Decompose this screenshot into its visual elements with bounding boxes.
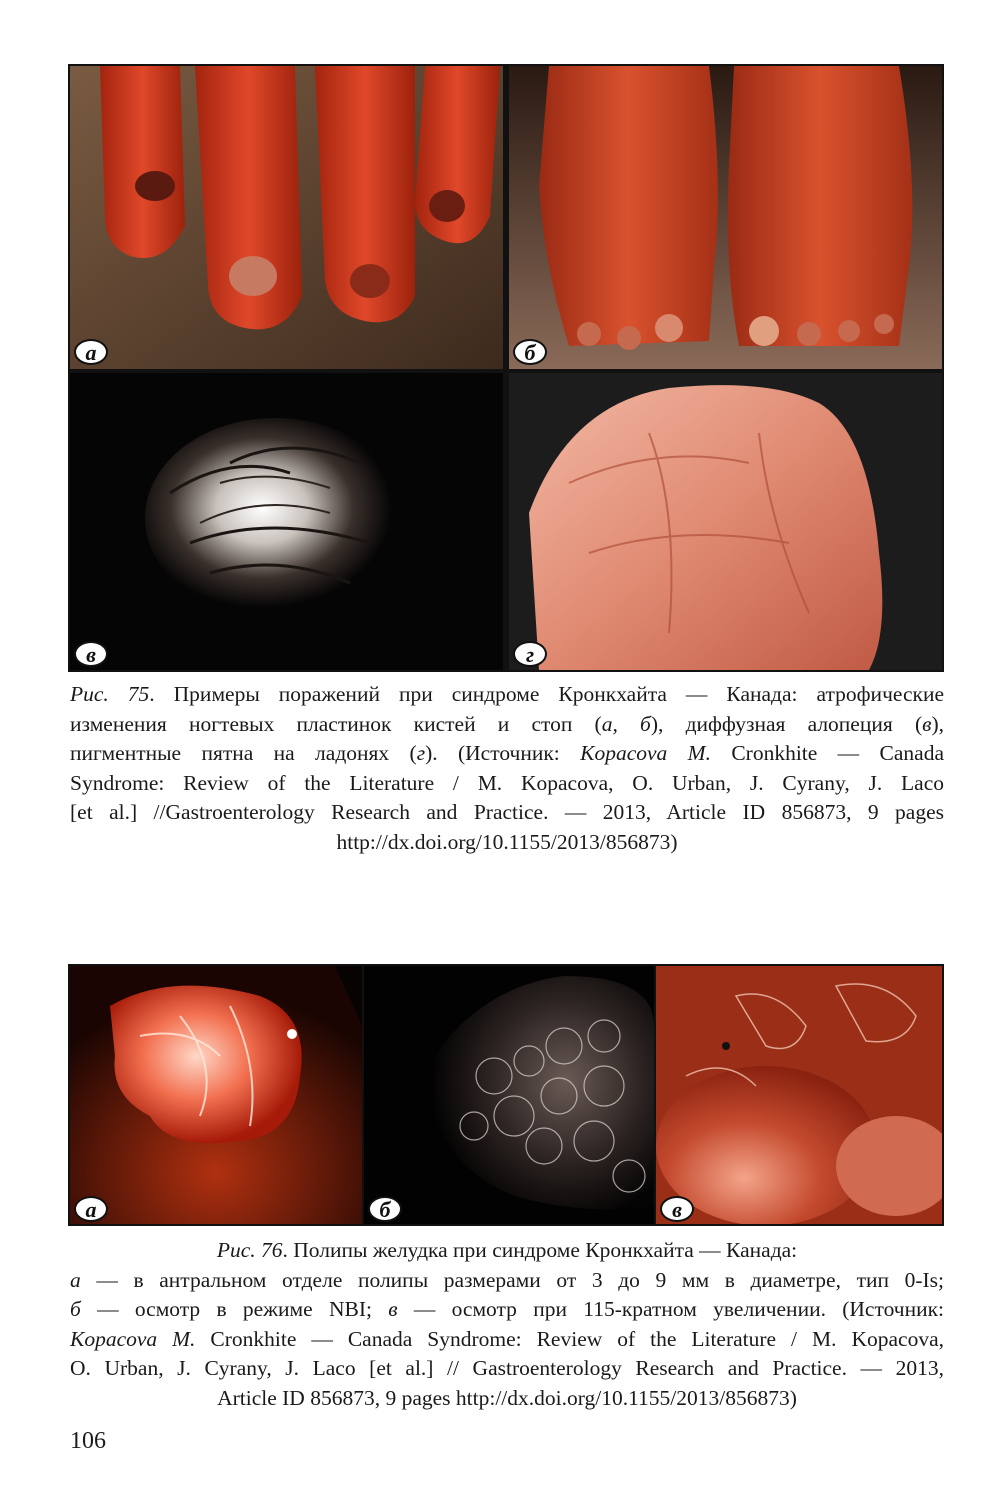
figure-76-panel-b-image [364,966,654,1224]
figure-76-caption [70,1236,944,1413]
caption-text: изменения ногтевых пластинок кистей и стоп ( [70,711,602,736]
caption-text: ), диффузная алопеция ( [650,711,923,736]
caption-text: — в антральном отделе полипы размерами от 3 до 9 мм в диаметре, тип 0-Is; [80,1267,944,1292]
page-number: 106 [70,1428,106,1454]
caption-text: — осмотр при 115-кратном увеличении. (Источник: [397,1297,945,1321]
caption-text: ). (Источник: [425,741,581,765]
panel-label-badge: в [74,641,108,667]
caption-line: . Полипы желудка при синдроме Кронкхайта — Канада: [282,1238,798,1262]
figure-75-panel-c-image [70,373,503,670]
caption-line: Article ID 856873, 9 pages http://dx.doi.org/10.1155/2013/856873) [217,1385,797,1410]
figure-75-panel-d-image [509,373,942,670]
caption-italic: в [388,1297,398,1321]
figure-76 [68,964,944,1226]
panel-label-badge: г [513,641,547,667]
panel-label-badge: а [74,1196,108,1222]
caption-line: . Примеры поражений при синдроме Кронкхайта — Канада: атрофические [149,682,944,706]
caption-author: Kopacova M. [70,1326,196,1351]
caption-text: пигментные пятна на ладонях ( [70,741,417,765]
caption-italic: в [922,711,932,736]
caption-italic: б [70,1297,81,1321]
caption-line: http://dx.doi.org/10.1155/2013/856873) [336,829,678,854]
panel-label-badge: б [513,339,547,365]
figure-75-panel-b-image [509,66,942,369]
panel-label-badge: б [368,1196,402,1222]
caption-italic: а [70,1267,81,1292]
caption-text: Cronkhite — Canada [710,741,944,765]
caption-text: Cronkhite — Canada Syndrome: Review of the Literature / M. Kopacova, [195,1326,944,1351]
figure-ref: Рис. 75 [70,682,150,706]
panel-label-badge: в [660,1196,694,1222]
figure-ref: Рис. 76 [216,1238,283,1262]
caption-line: Syndrome: Review of the Literature / M. Kopacova, O. Urban, J. Cyrany, J. Laco [70,770,944,795]
figure-75-caption [70,680,944,857]
figure-76-panel-c-image [656,966,942,1224]
caption-line: O. Urban, J. Cyrany, J. Laco [et al.] // Gastroenterology Research and Practice. — 2013, [70,1356,944,1380]
caption-italic: г [416,741,426,765]
panel-label-badge: а [74,339,108,365]
caption-author: Kopacova M. [580,741,711,765]
caption-text: — осмотр в режиме NBI; [80,1297,389,1321]
caption-italic: а, б [601,711,651,736]
caption-line: [et al.] //Gastroenterology Research and Practice. — 2013, Article ID 856873, 9 pages [70,800,944,824]
figure-76-panel-a-image [70,966,362,1224]
figure-75 [68,64,944,672]
figure-75-panel-a-image [70,66,503,369]
caption-text: ), [931,711,944,736]
